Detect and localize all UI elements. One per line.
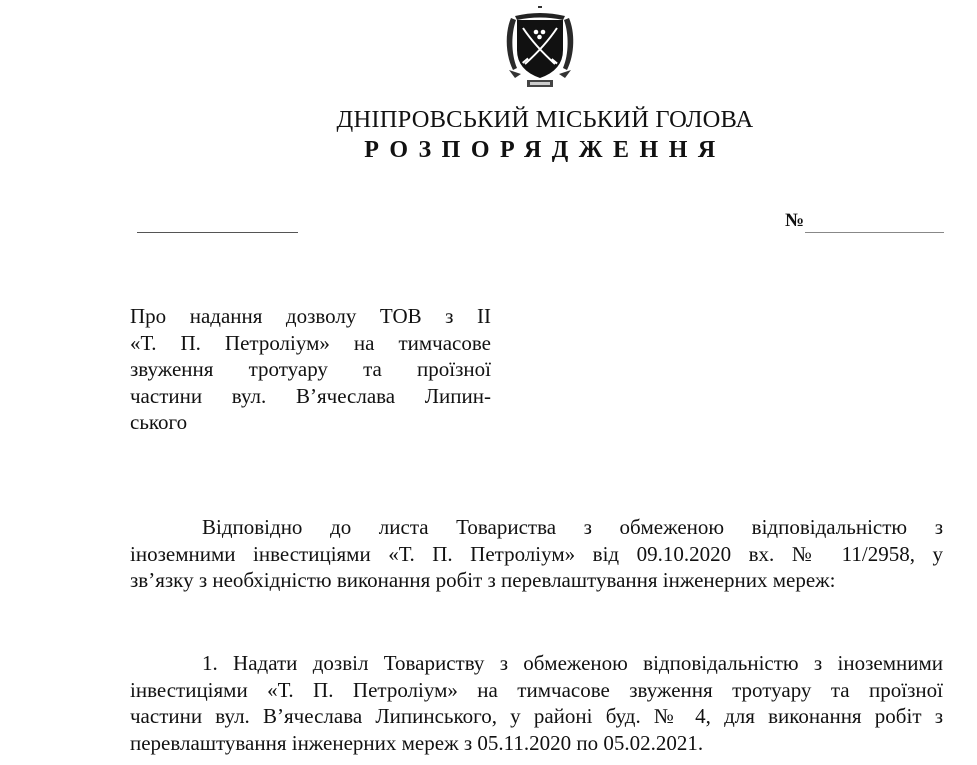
paragraph-line: перевлаштування інженерних мереж з 05.11.2020 по 05.02.2021. [130,730,704,755]
city-coat-of-arms-icon [501,4,579,90]
subject-line: частини вул. В’ячеслава Липин- [130,383,491,408]
issuing-authority: ДНІПРОВСЬКИЙ МІСЬКИЙ ГОЛОВА [336,106,754,133]
subject-line: звуження тротуару та проїзної [130,357,491,381]
preamble-paragraph [130,514,943,594]
subject-line: ського [130,410,188,434]
paragraph-line: інвестиціями «Т. П. Петроліум» на тимчасове звуження тротуару та проїзної [130,677,943,702]
document-type-title: РОЗПОРЯДЖЕННЯ [364,137,726,163]
date-blank-line [137,232,298,233]
paragraph-line: Відповідно до листа Товариства з обмеженою відповідальністю з [202,515,943,539]
paragraph-line: іноземними інвестиціями «Т. П. Петроліум» від 09.10.2020 вх. № 11/2958, у [130,541,943,566]
number-label: № [785,210,805,231]
subject-line: «Т. П. Петроліум» на тимчасове [130,330,491,355]
paragraph-line: зв’язку з необхідністю виконання робіт з перевлаштування інженерних мереж: [130,568,836,592]
paragraph-line: 1. Надати дозвіл Товариству з обмеженою відповідальністю з іноземними [202,651,943,675]
subject-line: Про надання дозволу ТОВ з ІІ [130,304,491,328]
item-1-paragraph [130,650,943,756]
paragraph-line: частини вул. В’ячеслава Липинського, у районі буд. № 4, для виконання робіт з [130,704,943,728]
document-subject [130,303,491,436]
number-blank-line [805,232,944,233]
